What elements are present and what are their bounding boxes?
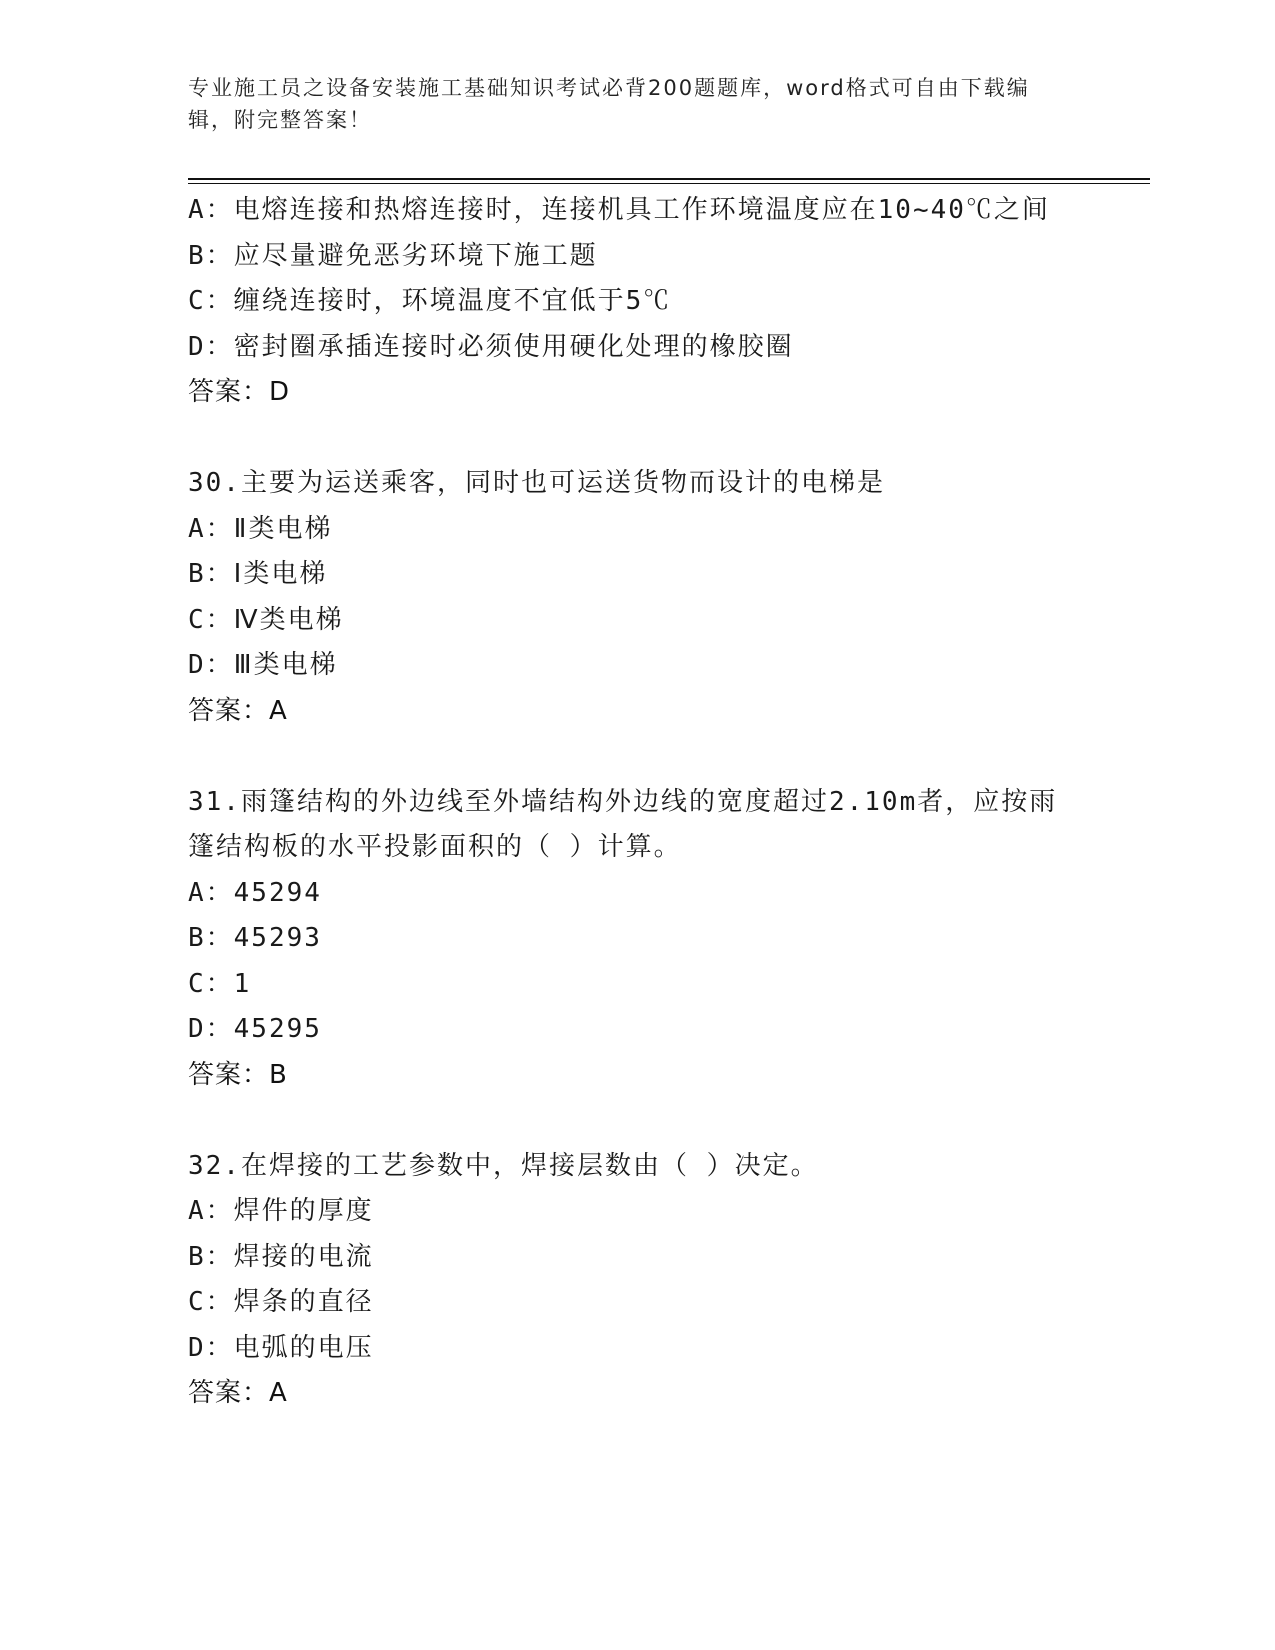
option-b: B：应尽量避免恶劣环境下施工题 (188, 240, 598, 271)
option-d: D：45295 (188, 1014, 322, 1044)
spacer (188, 1098, 1148, 1144)
spacer (188, 734, 1148, 780)
option-c: C：焊条的直径 (188, 1287, 374, 1317)
option-b: B：焊接的电流 (188, 1241, 374, 1272)
option-d: D：Ⅲ类电梯 (188, 650, 338, 680)
header-divider-thin (188, 183, 1150, 184)
question-32 (188, 1144, 1148, 1417)
option-c: C：Ⅳ类电梯 (188, 604, 344, 635)
option-a: A：电熔连接和热熔连接时，连接机具工作环境温度应在10~40℃之间 (188, 195, 1050, 225)
option-b: B：Ⅰ类电梯 (188, 559, 328, 589)
option-c: C：1 (188, 968, 252, 999)
question-31 (188, 780, 1148, 1099)
question-text-line-2: 篷结构板的水平投影面积的（ ）计算。 (188, 832, 682, 862)
answer: 答案：A (188, 695, 288, 726)
question-text: 30.主要为运送乘客，同时也可运送货物而设计的电梯是 (188, 468, 885, 498)
answer: 答案：D (188, 377, 291, 407)
question-30 (188, 461, 1148, 734)
question-29 (188, 188, 1148, 416)
question-text: 32.在焊接的工艺参数中，焊接层数由（ ）决定。 (188, 1150, 819, 1181)
question-list (188, 188, 1148, 1417)
option-d: D：密封圈承插连接时必须使用硬化处理的橡胶圈 (188, 331, 794, 362)
header-divider-thick (188, 178, 1150, 180)
option-b: B：45293 (188, 923, 322, 953)
option-a: A：焊件的厚度 (188, 1196, 374, 1226)
spacer (188, 416, 1148, 462)
option-a: A：45294 (188, 877, 322, 908)
question-text-line-1: 31.雨篷结构的外边线至外墙结构外边线的宽度超过2.10m者，应按雨 (188, 786, 1058, 817)
option-d: D：电弧的电压 (188, 1332, 374, 1363)
document-header-title: 专业施工员之设备安装施工基础知识考试必背200题题库，word格式可自由下载编辑，附完整答案！ (188, 76, 1030, 132)
option-c: C：缠绕连接时，环境温度不宜低于5℃ (188, 286, 672, 316)
option-a: A：Ⅱ类电梯 (188, 513, 333, 544)
answer: 答案：A (188, 1378, 288, 1408)
answer: 答案：B (188, 1059, 288, 1090)
